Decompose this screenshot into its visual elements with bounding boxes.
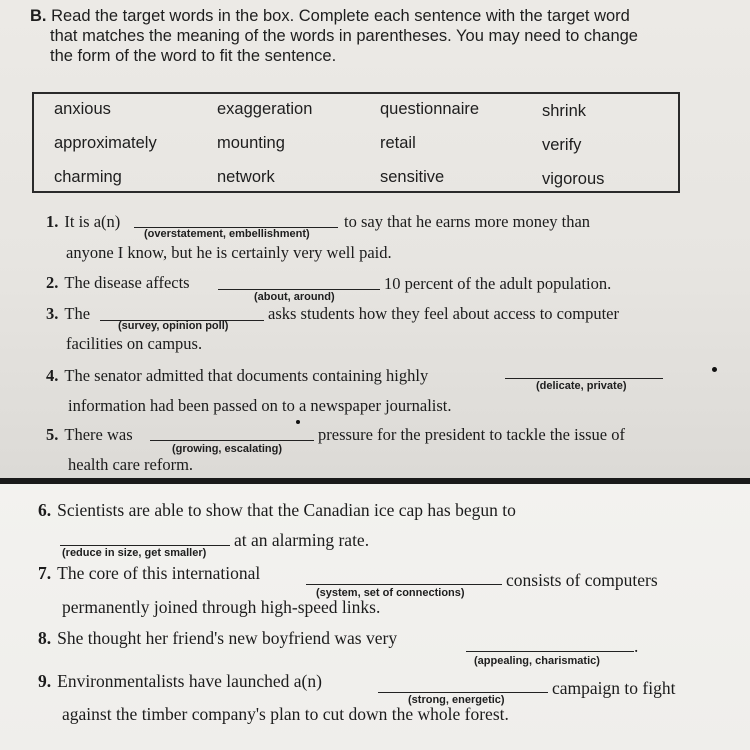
answer-blank-9[interactable] [378,692,548,693]
question-3-line-1: 3. The [46,304,91,323]
answer-blank-2[interactable] [218,289,380,290]
target-word: mounting [217,134,285,152]
question-6-line-1: 6. Scientists are able to show that the Canadian ice cap has begun to [38,500,516,520]
instructions-line-3: the form of the word to fit the sentence. [50,47,337,65]
question-9-line-2: against the timber company's plan to cut down the whole forest. [62,704,509,724]
hint-5: (growing, escalating) [172,443,283,455]
question-9-line-1: 9. Environmentalists have launched a(n) [38,671,322,691]
hint-9: (strong, energetic) [408,694,505,706]
target-word: sensitive [380,168,445,186]
question-1-line-1-end: to say that he earns more money than [344,212,591,231]
question-5-line-1-end: pressure for the president to tackle the issue of [318,425,625,444]
target-word: verify [542,136,582,154]
question-3-line-1-end: asks students how they feel about access to computer [268,304,619,323]
question-2-line-1: 2. The disease affects [46,273,190,292]
question-5-line-2: health care reform. [68,455,194,474]
hint-7: (system, set of connections) [316,587,465,599]
section-label: B. [30,7,47,25]
target-word: vigorous [542,170,605,188]
question-4-line-1: 4. The senator admitted that documents containing highly [46,366,429,385]
question-4-line-2: information had been passed on to a newspaper journalist. [68,396,452,415]
target-word: approximately [54,134,157,152]
stray-mark [712,367,717,372]
question-6-line-2: at an alarming rate. [234,530,370,550]
target-word-box [32,92,680,193]
question-7-line-1: 7. The core of this international [38,563,261,583]
question-9-line-1-end: campaign to fight [552,678,676,698]
instructions [30,6,710,66]
target-word: retail [380,134,416,152]
target-word: charming [54,168,122,186]
hint-2: (about, around) [254,291,335,303]
answer-blank-5[interactable] [150,440,314,441]
hint-4: (delicate, private) [536,380,627,392]
target-word: exaggeration [217,100,313,118]
answer-blank-8[interactable] [466,651,634,652]
question-3-line-2: facilities on campus. [66,334,203,353]
question-1-line-2: anyone I know, but he is certainly very well paid. [66,243,392,262]
target-word: questionnaire [380,100,480,118]
answer-blank-7[interactable] [306,584,502,585]
instructions-line-1: Read the target words in the box. Complete each sentence with the target word [51,7,630,25]
question-8-period: . [634,636,639,656]
target-word: network [217,168,275,186]
question-7-line-2: permanently joined through high-speed links. [62,597,381,617]
question-1-line-1: 1. It is a(n) [46,212,121,231]
hint-8: (appealing, charismatic) [474,655,600,667]
answer-blank-4[interactable] [505,378,663,379]
stray-mark [296,420,300,424]
question-7-line-1-end: consists of computers [506,570,658,590]
target-word: anxious [54,100,111,118]
answer-blank-6[interactable] [60,545,230,546]
question-8-line-1: 8. She thought her friend's new boyfriend was very [38,628,398,648]
hint-1: (overstatement, embellishment) [144,228,310,240]
question-2-line-1-end: 10 percent of the adult population. [384,274,612,293]
question-5-line-1: 5. There was [46,425,133,444]
hint-6: (reduce in size, get smaller) [62,547,207,559]
target-word: shrink [542,102,587,120]
instructions-line-2: that matches the meaning of the words in parentheses. You may need to change [50,27,638,45]
hint-3: (survey, opinion poll) [118,320,229,332]
